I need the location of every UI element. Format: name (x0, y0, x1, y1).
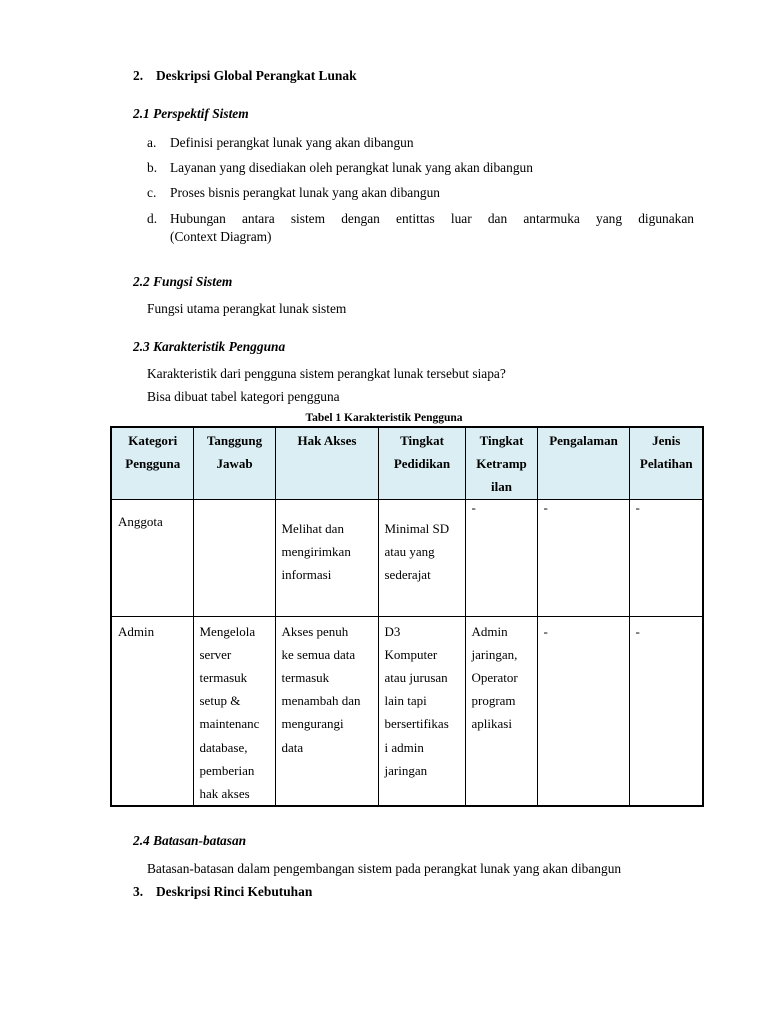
table-row (111, 499, 703, 616)
table-header-cell: Hak Akses (275, 427, 378, 499)
subsection-2-1-title: 2.1 Perspektif Sistem (133, 106, 249, 121)
table-header-cell: Tingkat Pedidikan (378, 427, 465, 499)
table-cell: - (465, 499, 537, 616)
table-row (111, 616, 703, 806)
subsection-2-4-text: Batasan-batasan dalam pengembangan sistem pada perangkat lunak yang akan dibangun (147, 861, 622, 876)
table-cell: D3 Komputer atau jurusan lain tapi bersertifikas i admin jaringan (378, 616, 465, 806)
section-2-number: 2. (133, 68, 144, 83)
list-item-text: Definisi perangkat lunak yang akan dibangun (170, 135, 414, 150)
table-cell: Minimal SD atau yang sederajat (378, 499, 465, 616)
table-cell: Mengelola server termasuk setup & maintenanc database, pemberian hak akses (193, 616, 275, 806)
table-header-cell: Jenis Pelatihan (629, 427, 703, 499)
list-item-text: Layanan yang disediakan oleh perangkat lunak yang akan dibangun (170, 160, 533, 175)
table-header-row (111, 427, 703, 499)
table-cell: Admin jaringan, Operator program aplikasi (465, 616, 537, 806)
list-item-letter: d. (147, 211, 158, 226)
section-2-title: Deskripsi Global Perangkat Lunak (156, 68, 357, 83)
table-cell: Melihat dan mengirimkan informasi (275, 499, 378, 616)
table-header-cell: Kategori Pengguna (111, 427, 193, 499)
table-cell: - (537, 499, 629, 616)
list-item-letter: b. (147, 160, 158, 175)
subsection-2-3-title: 2.3 Karakteristik Pengguna (133, 339, 286, 354)
list-item-text: Proses bisnis perangkat lunak yang akan dibangun (170, 185, 440, 200)
table-cell: - (629, 616, 703, 806)
table-cell: - (537, 616, 629, 806)
table-cell: Anggota (111, 499, 193, 616)
subsection-2-4-title: 2.4 Batasan-batasan (133, 833, 247, 848)
subsection-2-2-title: 2.2 Fungsi Sistem (133, 274, 233, 289)
table-cell: Akses penuh ke semua data termasuk menambah dan mengurangi data (275, 616, 378, 806)
table-header-cell: Pengalaman (537, 427, 629, 499)
subsection-2-3-text: Bisa dibuat tabel kategori pengguna (147, 389, 340, 404)
subsection-2-3-text: Karakteristik dari pengguna sistem perangkat lunak tersebut siapa? (147, 366, 506, 381)
table-cell: - (629, 499, 703, 616)
list-item-text-continued: (Context Diagram) (170, 229, 272, 244)
table-cell (193, 499, 275, 616)
table-caption: Tabel 1 Karakteristik Pengguna (305, 412, 463, 424)
section-3-number: 3. (133, 884, 144, 899)
table-header-cell: Tingkat Ketramp ilan (465, 427, 537, 499)
table-header-cell: Tanggung Jawab (193, 427, 275, 499)
section-3-title: Deskripsi Rinci Kebutuhan (156, 884, 313, 899)
list-item-text: Hubungan antara sistem dengan entittas luar dan antarmuka yang digunakan (170, 211, 694, 226)
table-cell: Admin (111, 616, 193, 806)
list-item-letter: a. (147, 135, 157, 150)
user-characteristics-table (110, 426, 704, 807)
subsection-2-2-text: Fungsi utama perangkat lunak sistem (147, 301, 347, 316)
list-item-letter: c. (147, 185, 157, 200)
